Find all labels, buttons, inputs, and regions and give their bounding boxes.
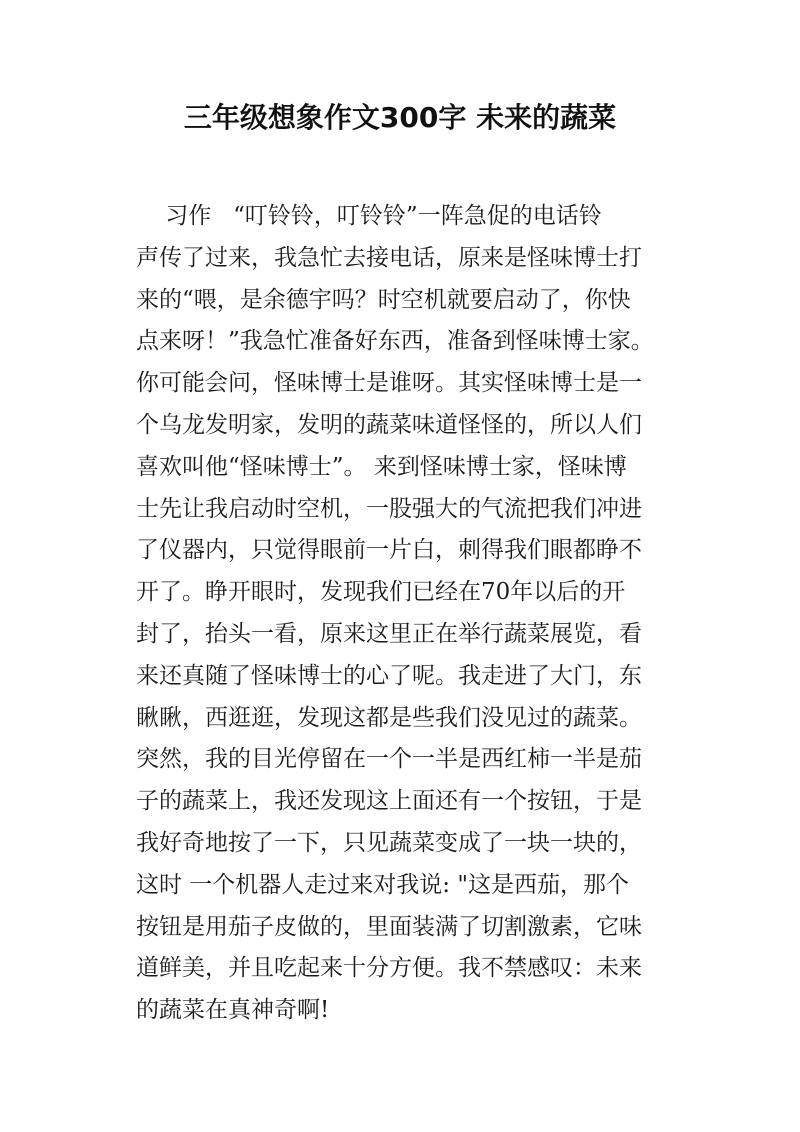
essay-line: 个乌龙发明家，发明的蔬菜味道怪怪的，所以人们 xyxy=(136,411,642,438)
essay-line: 开了。睁开眼时，发现我们已经在70年以后的开 xyxy=(136,579,626,606)
essay-line: 我好奇地按了一下，只见蔬菜变成了一块一块的， xyxy=(136,829,642,856)
essay-line: 瞅瞅，西逛逛，发现这都是些我们没见过的蔬菜。 xyxy=(136,704,642,731)
essay-line: 来的“喂，是余德宇吗？时空机就要启动了，你快 xyxy=(136,286,631,313)
essay-line: 喜欢叫他“怪味博士”。 来到怪味博士家，怪味博 xyxy=(136,453,627,480)
essay-line: 封了，抬头一看，原来这里正在举行蔬菜展览，看 xyxy=(136,620,642,647)
essay-line: 声传了过来，我急忙去接电话，原来是怪味博士打 xyxy=(136,244,642,271)
essay-line: 士先让我启动时空机，一股强大的气流把我们冲进 xyxy=(136,495,642,522)
essay-line: 按钮是用茄子皮做的，里面装满了切割激素，它味 xyxy=(136,913,642,940)
essay-line: 你可能会问，怪味博士是谁呀。其实怪味博士是一 xyxy=(136,370,642,397)
essay-line: 来还真随了怪味博士的心了呢。我走进了大门，东 xyxy=(136,662,642,689)
essay-line: 点来呀！”我急忙准备好东西，准备到怪味博士家。 xyxy=(136,328,654,355)
document-title: 三年级想象作文300字 未来的蔬菜 xyxy=(183,101,617,134)
essay-line: 的蔬菜在真神奇啊! xyxy=(136,997,330,1024)
essay-body xyxy=(136,196,696,1032)
essay-line: 子的蔬菜上，我还发现这上面还有一个按钮，于是 xyxy=(136,788,642,815)
essay-line: 突然，我的目光停留在一个一半是西红柿一半是茄 xyxy=(136,746,642,773)
essay-line: 道鲜美，并且吃起来十分方便。我不禁感叹：未来 xyxy=(136,955,642,982)
essay-line: 习作 “叮铃铃，叮铃铃”一阵急促的电话铃 xyxy=(136,203,602,229)
essay-line: 了仪器内，只觉得眼前一片白，刺得我们眼都睁不 xyxy=(136,537,642,564)
essay-line: 这时 一个机器人走过来对我说: "这是西茄，那个 xyxy=(136,871,629,898)
